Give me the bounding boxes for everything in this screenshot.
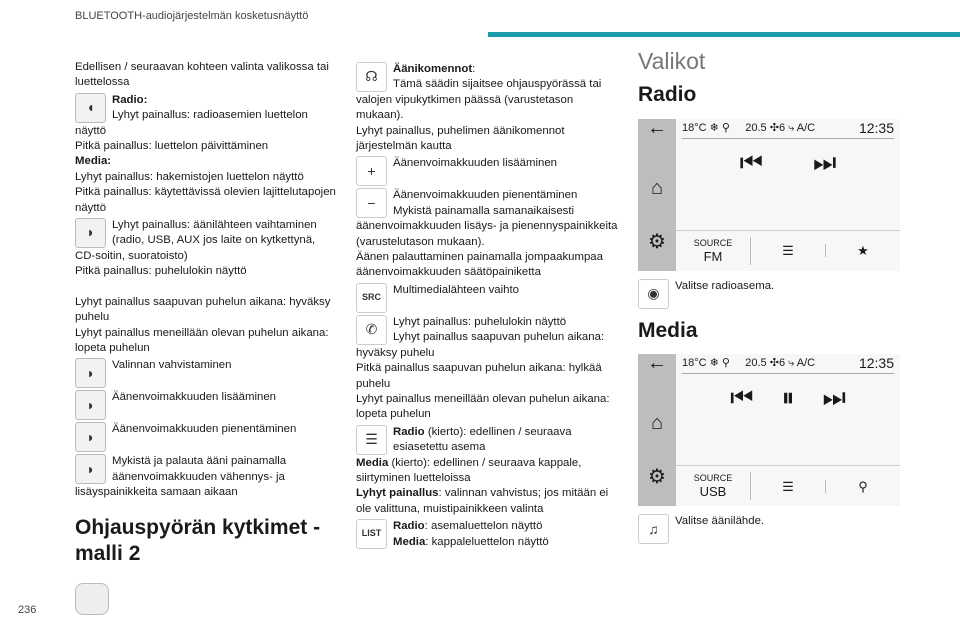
media-heading: Media: [638, 318, 698, 342]
search-icon[interactable]: ⚲: [858, 478, 868, 494]
source-label: SOURCE: [693, 473, 733, 484]
volume-up-icon: ◗: [75, 390, 106, 420]
settings-icon: ⚙: [648, 230, 666, 253]
radio-bold: Radio: [393, 425, 425, 438]
call-line-2: Lyhyt painallus meneillään olevan puhelun aikana: lopeta puhelun: [75, 326, 329, 354]
phone-text-2: Lyhyt painallus saapuvan puhelun aikana: hyväksy puhelu: [356, 331, 605, 359]
menus-heading: Valikot: [638, 48, 706, 74]
mute-icon: ◗: [75, 454, 106, 484]
phone-line-1: Pitkä painallus saapuvan puhelun aikana: hylkää puhelu: [356, 362, 602, 390]
list-media-text: : kappaleluettelon näyttö: [425, 535, 549, 548]
vol-up-item: [75, 390, 337, 420]
mute-text: Mykistä ja palauta ääni painamalla äänenvoimakkuuden vähennys- ja lisäyspainikkeita samaan aikaan: [75, 455, 287, 499]
src-icon: SRC: [356, 283, 387, 313]
clock: 12:35: [858, 355, 894, 372]
media-note-item: [638, 514, 900, 544]
source-item: [75, 218, 337, 264]
vol-down-text: Äänenvoimakkuuden pienentäminen: [112, 423, 297, 436]
source-value: FM: [703, 248, 723, 264]
next-icon[interactable]: ⏭: [813, 146, 837, 177]
list-item: [356, 519, 620, 550]
minus-icon: −: [356, 188, 387, 218]
status-bar: 18°C ❄ ⚲ 20.5 ✣6 ⤷ A/C 12:35: [682, 119, 894, 136]
col2-vol-down-text: Äänenvoimakkuuden pienentäminen: [393, 189, 578, 202]
media-line-1: Lyhyt painallus: hakemistojen luettelon näyttö: [75, 170, 304, 183]
col2-vol-up-item: [356, 156, 620, 186]
plus-icon: +: [356, 156, 387, 186]
confirm-text: Valinnan vahvistaminen: [112, 359, 232, 372]
radio-note-item: [638, 279, 900, 309]
source-button[interactable]: [676, 237, 751, 265]
temp-mid: 20.5: [745, 121, 767, 134]
temp: 18°C: [682, 357, 707, 370]
media-title: Media:: [75, 155, 112, 168]
col2-vol-restore: Äänen palauttaminen painamalla jompaakumpaa äänenvoimakkuuden säätöpainiketta: [356, 251, 603, 279]
pause-icon[interactable]: ⏸: [781, 382, 795, 413]
radio-line-2: Pitkä painallus: luettelon päivittäminen: [75, 140, 269, 153]
confirm-button-icon: ◗: [75, 358, 106, 388]
media-screen: ← ⌂ ⚙ 18°C ❄ ⚲ 20.5 ✣6 ⤷ A/C 12:35 ⏮ ⏸ ⏭ SOURCE USB ☰ ⚲: [638, 354, 900, 506]
voice-text: Tämä säädin sijaitsee ohjauspyörässä tai valojen vipukytkimen päässä (varustetason mukaan).: [356, 78, 602, 122]
col2-vol-up-text: Äänenvoimakkuuden lisääminen: [393, 157, 558, 170]
running-header: BLUETOOTH-audiojärjestelmän kosketusnäyttö: [75, 10, 309, 22]
section-heading-steering: Ohjauspyörän kytkimet - malli 2: [75, 515, 321, 565]
home-icon: ⌂: [650, 412, 664, 435]
intro-text: Edellisen / seuraavan kohteen valinta valikossa tai luettelossa: [75, 61, 329, 89]
media-bold: Media: [356, 456, 389, 469]
radio-item: [75, 93, 337, 139]
ac: A/C: [796, 121, 816, 134]
thumbwheel-icon: ◖: [75, 93, 106, 123]
col2-vol-down-item: [356, 188, 620, 250]
src-item: [356, 283, 620, 313]
volume-down-icon: ◗: [75, 422, 106, 452]
favorite-radio-icon[interactable]: ★: [857, 243, 869, 259]
voice-command-icon: ☊: [356, 62, 387, 92]
music-note-icon: ♫: [638, 514, 669, 544]
screen-main: [676, 119, 900, 271]
temp-mid: 20.5: [745, 357, 767, 370]
list-menu-icon[interactable]: ☰: [751, 244, 826, 257]
settings-icon: ⚙: [648, 466, 666, 489]
voice-title: Äänikomennot: [393, 63, 473, 75]
list-media-bold: Media: [393, 535, 426, 548]
source-label: SOURCE: [693, 237, 733, 248]
phone-text: Lyhyt painallus: puhelulokin näyttö: [393, 315, 567, 328]
transport-controls: [676, 146, 900, 185]
source-button-icon: ◗: [75, 218, 106, 248]
column-1: [75, 60, 337, 615]
radio-screen: [638, 116, 900, 271]
header-accent-bar: [488, 32, 960, 37]
media-line-2: Pitkä painallus: käytettävissä olevien lajittelutapojen näyttö: [75, 186, 336, 214]
voice-item: ☊ Äänikomennot: Tämä säädin sijaitsee ohjauspyörässä tai valojen vipukytkimen päässä (varustetason mukaan).: [356, 63, 602, 122]
previous-icon[interactable]: ⏮: [739, 146, 763, 177]
list-radio-text: : asemaluettelon näyttö: [424, 520, 543, 533]
voice-text-2: Lyhyt painallus, puhelimen äänikomennot järjestelmän kautta: [356, 124, 565, 153]
clock: 12:35: [858, 119, 894, 136]
list-menu-icon[interactable]: ☰: [751, 480, 826, 493]
vol-down-item: [75, 422, 337, 452]
short-text: : valinnan vahvistus; jos mitään ei ole valittuna, muistipainikkeen valinta: [356, 487, 609, 515]
source-text: Lyhyt painallus: äänilähteen vaihtaminen (radio, USB, AUX jos laite on kytkettynä, CD-soitin, suoratoisto): [75, 219, 317, 262]
source-button[interactable]: [676, 472, 751, 500]
rotary-wheel-icon: ☰: [356, 425, 387, 455]
phone-line-2: Lyhyt painallus meneillään olevan puhelun aikana: lopeta puhelun: [356, 392, 610, 421]
source-long: Pitkä painallus: puhelulokin näyttö: [75, 265, 247, 278]
steering-wheel-icon: [75, 583, 109, 615]
col2-vol-down-more: Mykistä painamalla samanaikaisesti äänenvoimakkuuden lisäys- ja pienennyspainikkeita (varustelutason mukaan).: [356, 204, 618, 248]
list-icon: LIST: [356, 519, 387, 549]
source-value: USB: [699, 484, 727, 500]
vol-up-text: Äänenvoimakkuuden lisääminen: [112, 391, 277, 404]
radio-note: Valitse radioasema.: [675, 279, 775, 292]
media-note: Valitse äänilähde.: [675, 515, 765, 528]
list-radio-bold: Radio: [393, 520, 425, 533]
column-3: [638, 48, 900, 544]
mute-item: [75, 454, 337, 500]
home-icon: ⌂: [650, 176, 664, 199]
radio-heading: Radio: [638, 83, 697, 107]
screen-bottom-bar: [676, 230, 900, 271]
fan: 6: [778, 357, 786, 370]
column-2: [356, 60, 620, 550]
radio-title: Radio:: [112, 93, 148, 106]
radio-line-1: Lyhyt painallus: radioasemien luettelon näyttö: [75, 109, 308, 137]
confirm-item: [75, 358, 337, 388]
radio-text: (kierto): edellinen / seuraava esiasetettu asema: [393, 425, 572, 454]
page-number: 236: [18, 604, 37, 616]
ac: A/C: [796, 357, 816, 370]
back-arrow-icon: ←: [647, 116, 667, 139]
phone-item: [356, 315, 620, 361]
phone-icon: ✆: [356, 315, 387, 345]
call-line-1: Lyhyt painallus saapuvan puhelun aikana: hyväksy puhelu: [75, 295, 331, 324]
radio-station-icon: ◉: [638, 279, 669, 309]
media-text: (kierto): edellinen / seuraava kappale, siirtyminen luetteloissa: [356, 456, 582, 484]
short-bold: Lyhyt painallus: [356, 487, 439, 500]
next-icon[interactable]: ⏭: [822, 382, 846, 413]
temp: 18°C: [682, 121, 707, 134]
back-arrow-icon: ←: [647, 352, 667, 375]
previous-icon[interactable]: ⏮: [730, 382, 754, 413]
fan: 6: [778, 121, 786, 134]
screen-sidebar: [638, 116, 676, 271]
wheel-item: [356, 425, 620, 456]
transport-controls: [676, 382, 900, 420]
src-text: Multimedialähteen vaihto: [393, 283, 520, 296]
